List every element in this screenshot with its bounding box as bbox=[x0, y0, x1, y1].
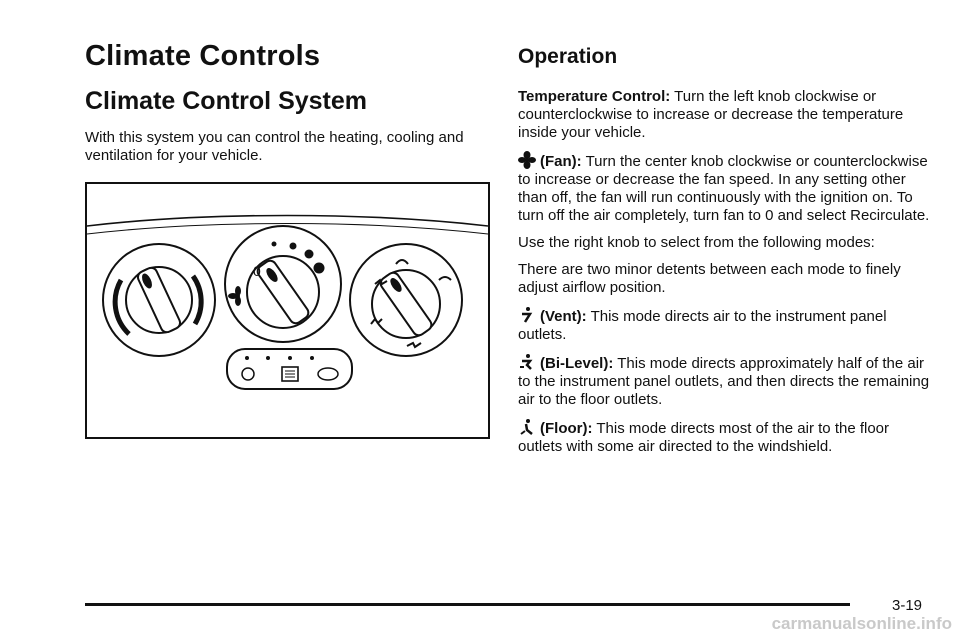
floor-label: (Floor): bbox=[540, 420, 593, 437]
bilevel-paragraph bbox=[518, 353, 933, 409]
fan-knob bbox=[225, 226, 341, 342]
footer-rule bbox=[85, 603, 850, 606]
operation-title: Operation bbox=[518, 45, 618, 68]
bilevel-icon bbox=[518, 353, 536, 371]
temperature-label: Temperature Control: bbox=[518, 88, 671, 105]
right-column bbox=[518, 45, 933, 456]
temperature-knob bbox=[103, 244, 215, 356]
bilevel-text: This mode directs approximately half of the air to the instrument panel outlets, and then directs the remaining air to the floor outlets. bbox=[518, 355, 930, 408]
watermark: carmanualsonline.info bbox=[771, 614, 952, 633]
vent-label: (Vent): bbox=[540, 308, 587, 325]
fan-text: Turn the center knob clockwise or counterclockwise to increase or decrease the fan speed. In any setting other than off, the fan will run continuously with the ignition on. To turn off the air completely, turn fan to 0 and select Recirculate. bbox=[518, 153, 930, 224]
button-strip bbox=[227, 349, 352, 389]
vent-icon bbox=[518, 306, 536, 324]
fan-icon bbox=[518, 151, 536, 169]
temperature-paragraph bbox=[518, 88, 933, 142]
left-column bbox=[85, 40, 490, 165]
fan-label: (Fan): bbox=[540, 153, 582, 170]
page-number: 3-19 bbox=[892, 597, 923, 614]
vent-paragraph bbox=[518, 306, 933, 344]
page-title: Climate Controls bbox=[85, 40, 321, 72]
fan-paragraph bbox=[518, 151, 933, 225]
floor-icon bbox=[518, 418, 536, 436]
temperature-text: Turn the left knob clockwise or counterclockwise to increase or decrease the temperature inside your vehicle. bbox=[518, 88, 904, 141]
detents-paragraph: There are two minor detents between each mode to finely adjust airflow position. bbox=[518, 261, 901, 296]
fan-zero-label: 0 bbox=[253, 263, 261, 279]
modes-intro-paragraph: Use the right knob to select from the following modes: bbox=[518, 234, 875, 251]
section-title: Climate Control System bbox=[85, 87, 368, 115]
mode-knob bbox=[350, 244, 462, 356]
bilevel-label: (Bi-Level): bbox=[540, 355, 614, 372]
climate-control-panel-illustration bbox=[85, 182, 490, 439]
floor-text: This mode directs most of the air to the floor outlets with some air directed to the windshield. bbox=[518, 420, 890, 455]
vent-text: This mode directs air to the instrument panel outlets. bbox=[518, 308, 887, 343]
intro-paragraph: With this system you can control the heating, cooling and ventilation for your vehicle. bbox=[85, 129, 464, 164]
floor-paragraph bbox=[518, 418, 933, 456]
